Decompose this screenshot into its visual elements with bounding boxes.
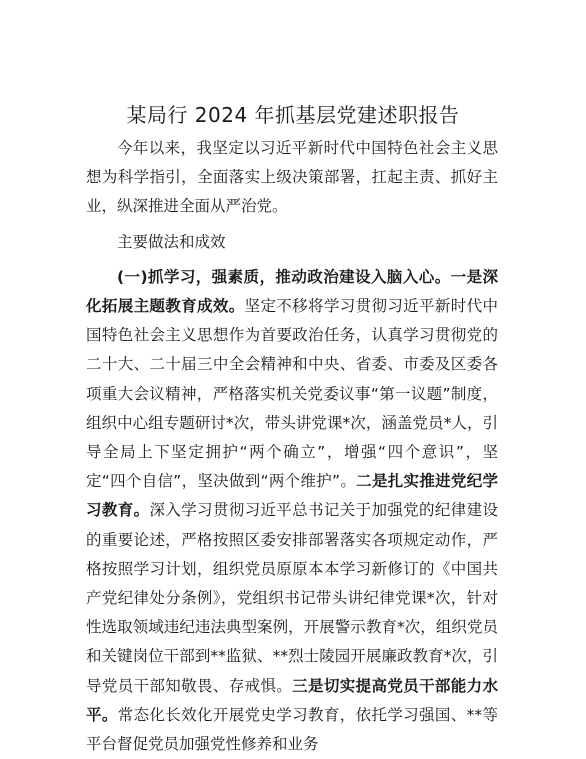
subsection-paragraph <box>86 263 498 759</box>
subsection-point-2: 二是扎实推进党纪学习教育。 <box>86 472 498 520</box>
subsection-text-3: 常态化长效化开展党史学习教育，依托学习强国、**等平台督促党员加强党性修养和业务 <box>86 705 498 754</box>
subsection-lead: (一)抓学习，强素质，推动政治建设入脑入心。一是深化拓展主题教育成效。 <box>86 267 498 316</box>
subsection-point-3: 三是切实提高党员干部能力水平。 <box>86 676 498 724</box>
document-title: 某局行 2024 年抓基层党建述职报告 <box>126 103 460 127</box>
subsection-text-2: 深入学习贯彻习近平总书记关于加强党的纪律建设的重要论述，严格按照区委安排部署落实各项规定动作，严格按照学习计划，组织党员原原本本学习新修订的《中国共产党纪律处分条例》，党组织书记带头讲纪律党课*次，针对性选取领域违纪违法典型案例，开展警示教育*次，组织党员和关键岗位干部到**监狱、**烈士陵园开展廉政教育*次，引导党员干部知敬畏、存戒惧。 <box>86 501 498 695</box>
document-body <box>86 134 498 759</box>
section-heading: 主要做法和成效 <box>117 232 226 251</box>
subsection-text-1: 坚定不移将学习贯彻习近平新时代中国特色社会主义思想作为首要政治任务，认真学习贯彻党的二十大、二十届三中全会精神和中央、省委、市委及区委各项重大会议精神，严格落实机关党委议事“第一议题”制度，组织中心组专题研讨*次，带头讲党课*次，涵盖党员*人，引导全局上下坚定拥护“两个确立”，增强“四个意识”，坚定“四个自信”，坚决做到“两个维护”。 <box>86 297 498 491</box>
intro-paragraph: 今年以来，我坚定以习近平新时代中国特色社会主义思想为科学指引，全面落实上级决策部署，扛起主责、抓好主业，纵深推进全面从严治党。 <box>86 139 498 216</box>
